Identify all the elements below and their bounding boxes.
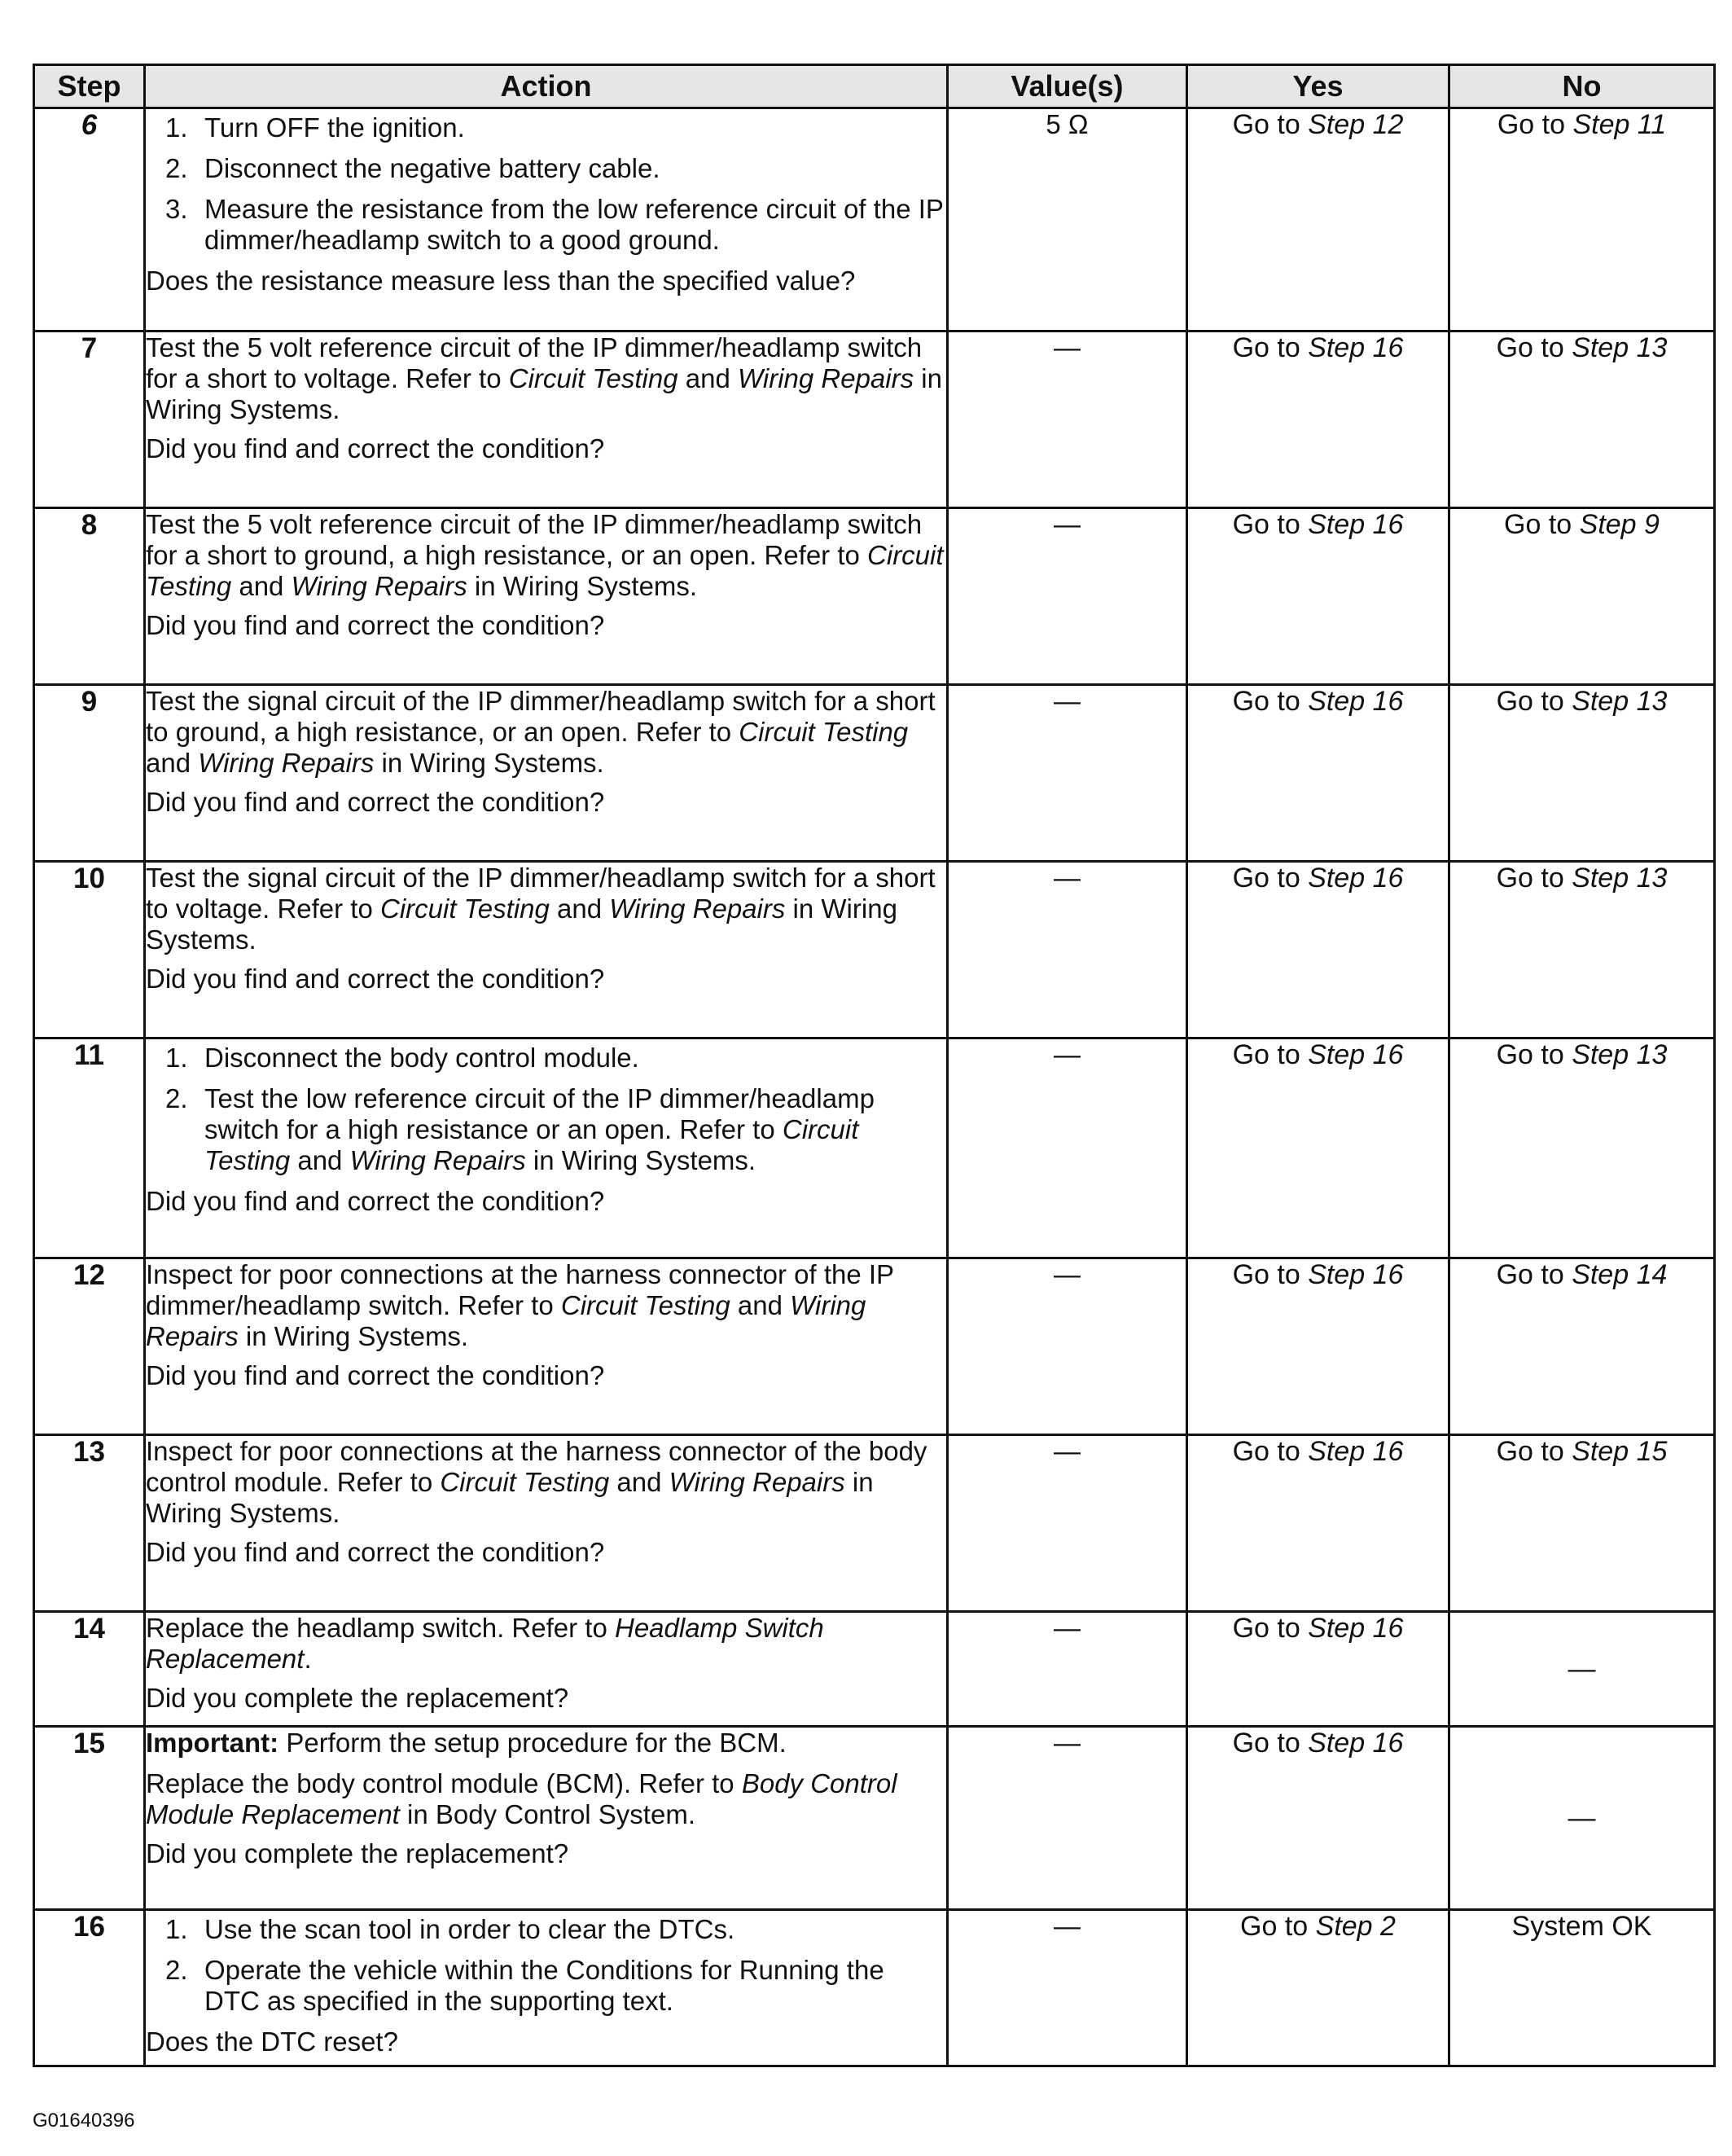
list-item: 2. Test the low reference circuit of the IP dimmer/headlamp switch for a high resistance or an open. Refer to Circuit Testing and Wiring Repairs in Wiring Systems. — [165, 1083, 875, 1175]
question-text: Does the resistance measure less than the specified value? — [146, 266, 856, 296]
action-text: Inspect for poor connections at the harness connector of the IP dimmer/headlamp switch. Refer to Circuit Testing and Wiring Repairs in Wiring Systems. — [146, 1259, 894, 1351]
header-action: Action — [145, 65, 948, 108]
action-cell — [145, 508, 948, 685]
no-cell: Go to Step 15 — [1449, 1435, 1715, 1612]
header-yes: Yes — [1187, 65, 1449, 108]
action-text: Test the 5 volt reference circuit of the IP dimmer/headlamp switch for a short to voltage. Refer to Circuit Testing and Wiring Repairs in Wiring Systems. — [146, 332, 942, 424]
action-text: Test the 5 volt reference circuit of the IP dimmer/headlamp switch for a short to ground, a high resistance, or an open. Refer to Circuit Testing and Wiring Repairs in Wiring Systems. — [146, 509, 944, 601]
question-text: Did you find and correct the condition? — [146, 964, 605, 994]
action-text: Replace the body control module (BCM). Refer to Body Control Module Replacement in Body Control System. — [146, 1768, 897, 1829]
question-text: Did you find and correct the condition? — [146, 1360, 605, 1390]
diagnostic-table — [33, 64, 1716, 2067]
no-cell: Go to Step 13 — [1449, 685, 1715, 862]
step-number: 16 — [34, 1910, 145, 2066]
list-item: 2. Operate the vehicle within the Conditions for Running the DTC as specified in the supporting text. — [165, 1955, 884, 2016]
step-number: 11 — [34, 1038, 145, 1258]
list-item: 1. Use the scan tool in order to clear the DTCs. — [165, 1914, 735, 1944]
header-values: Value(s) — [948, 65, 1187, 108]
no-cell: Go to Step 14 — [1449, 1258, 1715, 1435]
no-cell: Go to Step 13 — [1449, 332, 1715, 508]
no-cell: Go to Step 11 — [1449, 108, 1715, 332]
header-row — [34, 65, 1715, 108]
question-text: Did you find and correct the condition? — [146, 787, 605, 817]
table-row — [34, 685, 1715, 862]
action-cell — [145, 1612, 948, 1727]
figure-id: G01640396 — [33, 2110, 135, 2132]
question-text: Did you complete the replacement? — [146, 1838, 569, 1868]
list-item: 1. Disconnect the body control module. — [165, 1043, 639, 1073]
table-row — [34, 1435, 1715, 1612]
question-text: Does the DTC reset? — [146, 2026, 398, 2057]
value-cell: — — [948, 685, 1187, 862]
no-cell: Go to Step 13 — [1449, 1038, 1715, 1258]
yes-cell: Go to Step 16 — [1187, 1727, 1449, 1910]
step-number: 10 — [34, 862, 145, 1038]
question-text: Did you find and correct the condition? — [146, 1537, 605, 1567]
action-text: Test the signal circuit of the IP dimmer/headlamp switch for a short to ground, a high resistance, or an open. Refer to Circuit Testing and Wiring Repairs in Wiring Systems. — [146, 686, 936, 778]
no-cell: Go to Step 9 — [1449, 508, 1715, 685]
question-text: Did you find and correct the condition? — [146, 433, 605, 463]
table-row — [34, 862, 1715, 1038]
action-cell — [145, 862, 948, 1038]
table-row — [34, 1258, 1715, 1435]
value-cell: — — [948, 1910, 1187, 2066]
step-number: 8 — [34, 508, 145, 685]
important-note: Important: Perform the setup procedure for the BCM. — [146, 1728, 787, 1758]
table-row — [34, 1612, 1715, 1727]
no-cell: Go to Step 13 — [1449, 862, 1715, 1038]
step-number: 14 — [34, 1612, 145, 1727]
table-row — [34, 332, 1715, 508]
value-cell: — — [948, 1258, 1187, 1435]
action-text: Inspect for poor connections at the harness connector of the body control module. Refer to Circuit Testing and Wiring Repairs in Wiring Systems. — [146, 1436, 927, 1528]
header-no: No — [1449, 65, 1715, 108]
action-cell — [145, 332, 948, 508]
value-cell: — — [948, 862, 1187, 1038]
header-step: Step — [34, 65, 145, 108]
action-text: Test the signal circuit of the IP dimmer/headlamp switch for a short to voltage. Refer to Circuit Testing and Wiring Repairs in Wiring Systems. — [146, 863, 936, 955]
action-cell — [145, 1727, 948, 1910]
step-number: 7 — [34, 332, 145, 508]
step-number: 12 — [34, 1258, 145, 1435]
list-item: 2. Disconnect the negative battery cable. — [165, 153, 660, 183]
yes-cell: Go to Step 16 — [1187, 1435, 1449, 1612]
yes-cell: Go to Step 16 — [1187, 685, 1449, 862]
table-row — [34, 1910, 1715, 2066]
yes-cell: Go to Step 2 — [1187, 1910, 1449, 2066]
action-cell — [145, 1258, 948, 1435]
step-number: 6 — [34, 108, 145, 332]
value-cell: — — [948, 1038, 1187, 1258]
list-item: 3. Measure the resistance from the low reference circuit of the IP dimmer/headlamp switch to a good ground. — [165, 194, 944, 255]
value-cell: — — [948, 1435, 1187, 1612]
action-cell — [145, 685, 948, 862]
table-row — [34, 108, 1715, 332]
value-cell: — — [948, 1727, 1187, 1910]
yes-cell: Go to Step 16 — [1187, 332, 1449, 508]
step-number: 9 — [34, 685, 145, 862]
yes-cell: Go to Step 16 — [1187, 1258, 1449, 1435]
table-row — [34, 1727, 1715, 1910]
table-row — [34, 1038, 1715, 1258]
step-number: 15 — [34, 1727, 145, 1910]
action-cell — [145, 1038, 948, 1258]
yes-cell: Go to Step 12 — [1187, 108, 1449, 332]
value-cell: — — [948, 332, 1187, 508]
question-text: Did you find and correct the condition? — [146, 1186, 605, 1216]
question-text: Did you complete the replacement? — [146, 1683, 569, 1713]
yes-cell: Go to Step 16 — [1187, 1038, 1449, 1258]
list-item: 1. Turn OFF the ignition. — [165, 112, 465, 143]
value-cell: — — [948, 508, 1187, 685]
yes-cell: Go to Step 16 — [1187, 862, 1449, 1038]
yes-cell: Go to Step 16 — [1187, 1612, 1449, 1727]
value-cell: — — [948, 1612, 1187, 1727]
action-cell — [145, 1910, 948, 2066]
step-number: 13 — [34, 1435, 145, 1612]
no-cell: System OK — [1449, 1910, 1715, 2066]
action-cell — [145, 108, 948, 332]
question-text: Did you find and correct the condition? — [146, 610, 605, 640]
value-cell: 5 Ω — [948, 108, 1187, 332]
action-text: Replace the headlamp switch. Refer to Headlamp Switch Replacement. — [146, 1613, 824, 1674]
no-cell: — — [1449, 1727, 1715, 1910]
yes-cell: Go to Step 16 — [1187, 508, 1449, 685]
table-row — [34, 508, 1715, 685]
no-cell: — — [1449, 1612, 1715, 1727]
action-cell — [145, 1435, 948, 1612]
